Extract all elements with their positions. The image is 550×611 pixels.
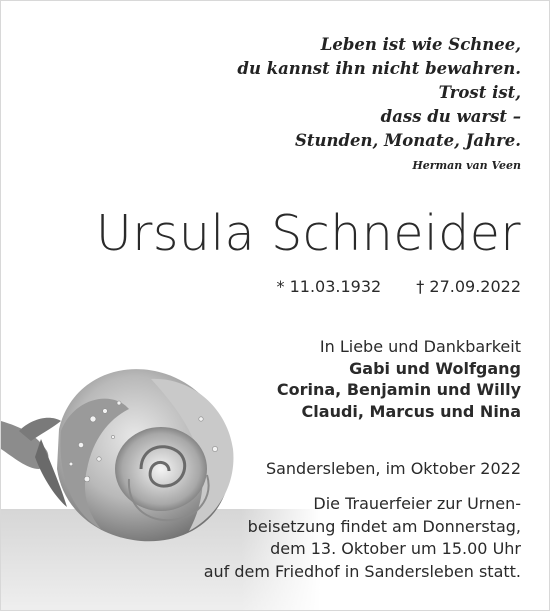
family-member: Claudi, Marcus und Nina [301, 401, 521, 421]
poem-line: Trost ist, [438, 83, 521, 102]
family-block [277, 336, 521, 422]
poem-line: Leben ist wie Schnee, [320, 35, 521, 54]
life-dates [277, 276, 522, 298]
poem [237, 33, 521, 174]
family-intro: In Liebe und Dankbarkeit [319, 337, 521, 356]
notice-line: beisetzung findet am Donnerstag, [247, 516, 521, 536]
death-date: † 27.09.2022 [416, 277, 521, 296]
notice-line: Die Trauerfeier zur Urnen- [313, 494, 521, 513]
notice-line: dem 13. Oktober um 15.00 Uhr [270, 539, 521, 558]
funeral-notice [204, 493, 521, 583]
poem-line: Stunden, Monate, Jahre. [294, 131, 521, 150]
poem-line: dass du warst – [380, 107, 521, 126]
family-member: Corina, Benjamin und Willy [276, 380, 521, 399]
notice-line: auf dem Friedhof in Sandersleben statt. [203, 561, 521, 581]
poem-author: Herman van Veen [412, 159, 521, 172]
birth-date: * 11.03.1932 [276, 277, 382, 296]
place-date: Sandersleben, im Oktober 2022 [265, 459, 521, 478]
poem-line: du kannst ihn nicht bewahren. [237, 59, 521, 78]
deceased-name: Ursula Schneider [95, 205, 521, 262]
family-member: Gabi und Wolfgang [349, 358, 521, 378]
